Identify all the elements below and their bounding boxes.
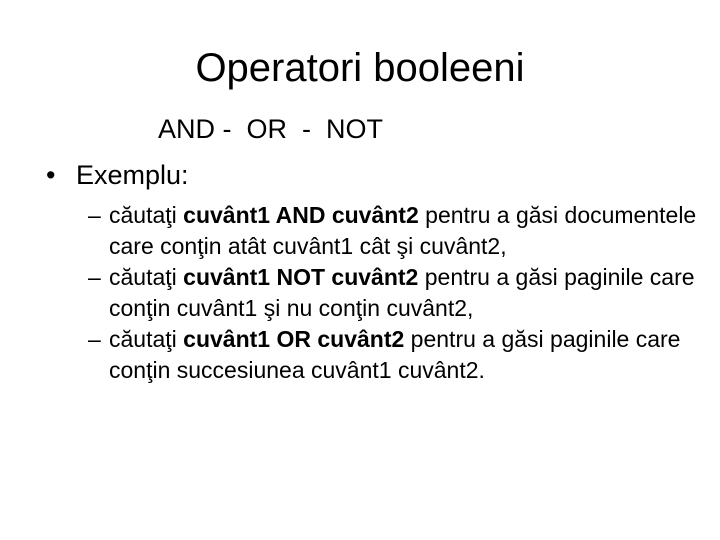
slide-title: Operatori booleeni bbox=[195, 46, 525, 90]
example-item-and bbox=[88, 200, 708, 262]
example-description: pentru a găsi paginile care conţin cuvânt1 şi nu conţin cuvânt2, bbox=[109, 264, 695, 321]
example-query: cuvânt1 OR cuvânt2 bbox=[183, 326, 405, 352]
example-list bbox=[88, 200, 708, 386]
dash-icon: – bbox=[88, 202, 101, 228]
example-lead: căutaţi bbox=[109, 326, 184, 352]
bullet-text: Exemplu: bbox=[76, 160, 189, 190]
example-lead: căutaţi bbox=[109, 264, 184, 290]
example-lead: căutaţi bbox=[109, 202, 184, 228]
example-query: cuvânt1 AND cuvânt2 bbox=[183, 202, 419, 228]
example-query: cuvânt1 NOT cuvânt2 bbox=[183, 264, 419, 290]
dash-icon: – bbox=[88, 264, 101, 290]
example-description: pentru a găsi paginile care conţin succesiunea cuvânt1 cuvânt2. bbox=[109, 326, 681, 383]
example-description: pentru a găsi documentele care conţin atât cuvânt1 cât şi cuvânt2, bbox=[109, 202, 697, 259]
dash-icon: – bbox=[88, 326, 101, 352]
example-item-or bbox=[88, 324, 708, 386]
bullet-icon: • bbox=[46, 160, 56, 190]
example-item-not bbox=[88, 262, 708, 324]
slide-subtitle: AND - OR - NOT bbox=[158, 114, 383, 144]
bullet-item bbox=[46, 158, 189, 192]
